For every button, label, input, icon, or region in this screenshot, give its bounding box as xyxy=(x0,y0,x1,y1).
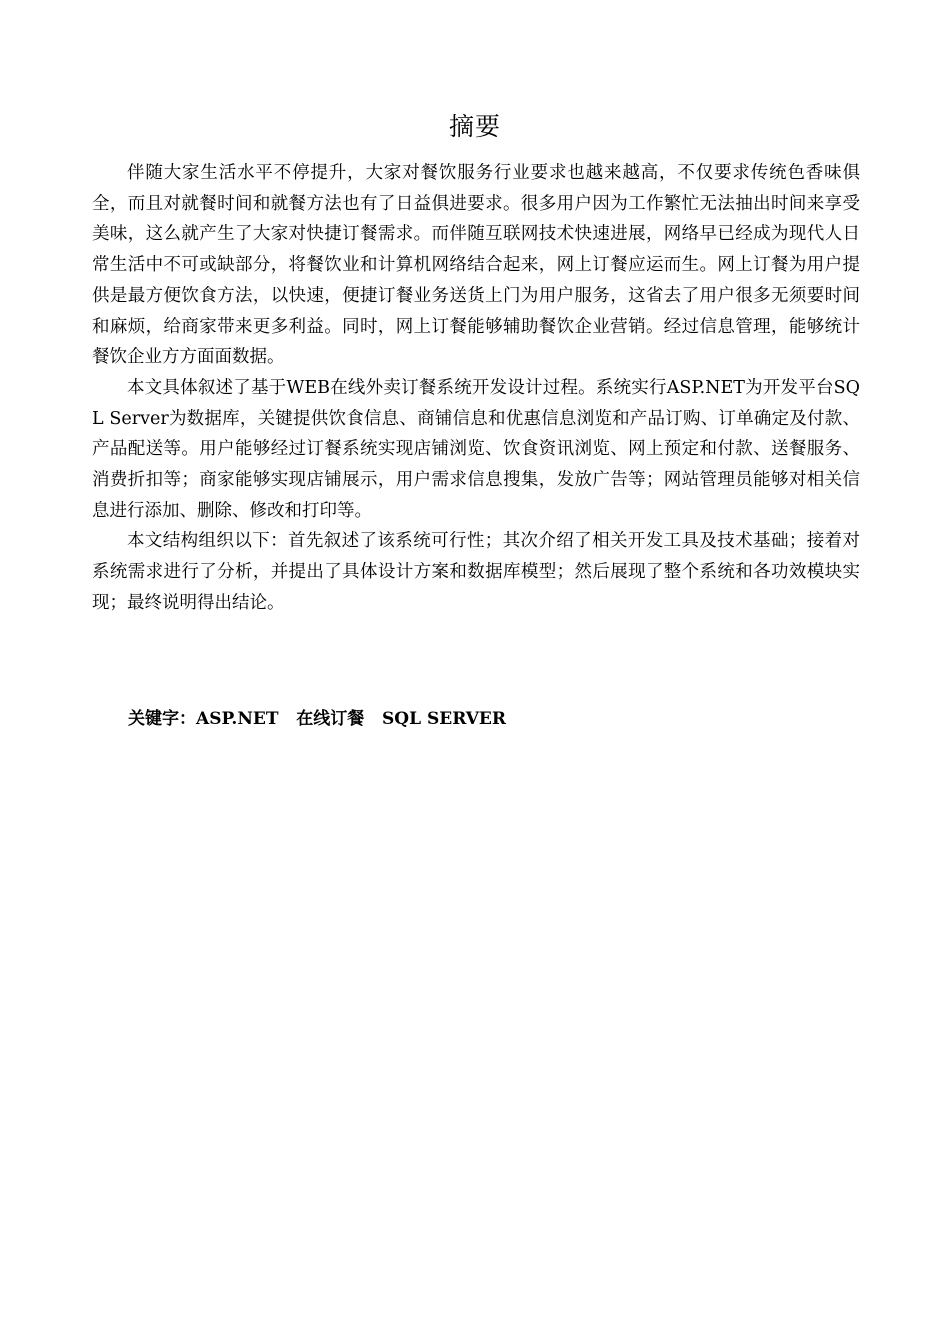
abstract-paragraph-2: 本文具体叙述了基于WEB在线外卖订餐系统开发设计过程。系统实行ASP.NET为开发平台SQL Server为数据库，关键提供饮食信息、商铺信息和优惠信息浏览和产品订购、订单确定及付款、产品配送等。用户能够经过订餐系统实现店铺浏览、饮食资讯浏览、网上预定和付款、送餐服务、消费折扣等；商家能够实现店铺展示，用户需求信息搜集，发放广告等；网站管理员能够对相关信息进行添加、删除、修改和打印等。 xyxy=(92,377,860,521)
keywords-line: 关键字：ASP.NET 在线订餐 SQL SERVER xyxy=(128,709,507,729)
page-title: 摘要 xyxy=(448,112,501,141)
abstract-body xyxy=(92,158,860,619)
abstract-paragraph-3: 本文结构组织以下：首先叙述了该系统可行性；其次介绍了相关开发工具及技术基础；接着对系统需求进行了分析，并提出了具体设计方案和数据库模型；然后展现了整个系统和各功效模块实现；最终说明得出结论。 xyxy=(92,531,860,613)
abstract-paragraph-1: 伴随大家生活水平不停提升，大家对餐饮服务行业要求也越来越高，不仅要求传统色香味俱全，而且对就餐时间和就餐方法也有了日益俱进要求。很多用户因为工作繁忙无法抽出时间来享受美味，这么就产生了大家对快捷订餐需求。而伴随互联网技术快速进展，网络早已经成为现代人日常生活中不可或缺部分，将餐饮业和计算机网络结合起来，网上订餐应运而生。网上订餐为用户提供是最方便饮食方法，以快速，便捷订餐业务送货上门为用户服务，这省去了用户很多无须要时间和麻烦，给商家带来更多利益。同时，网上订餐能够辅助餐饮企业营销。经过信息管理，能够统计餐饮企业方方面面数据。 xyxy=(92,163,860,368)
